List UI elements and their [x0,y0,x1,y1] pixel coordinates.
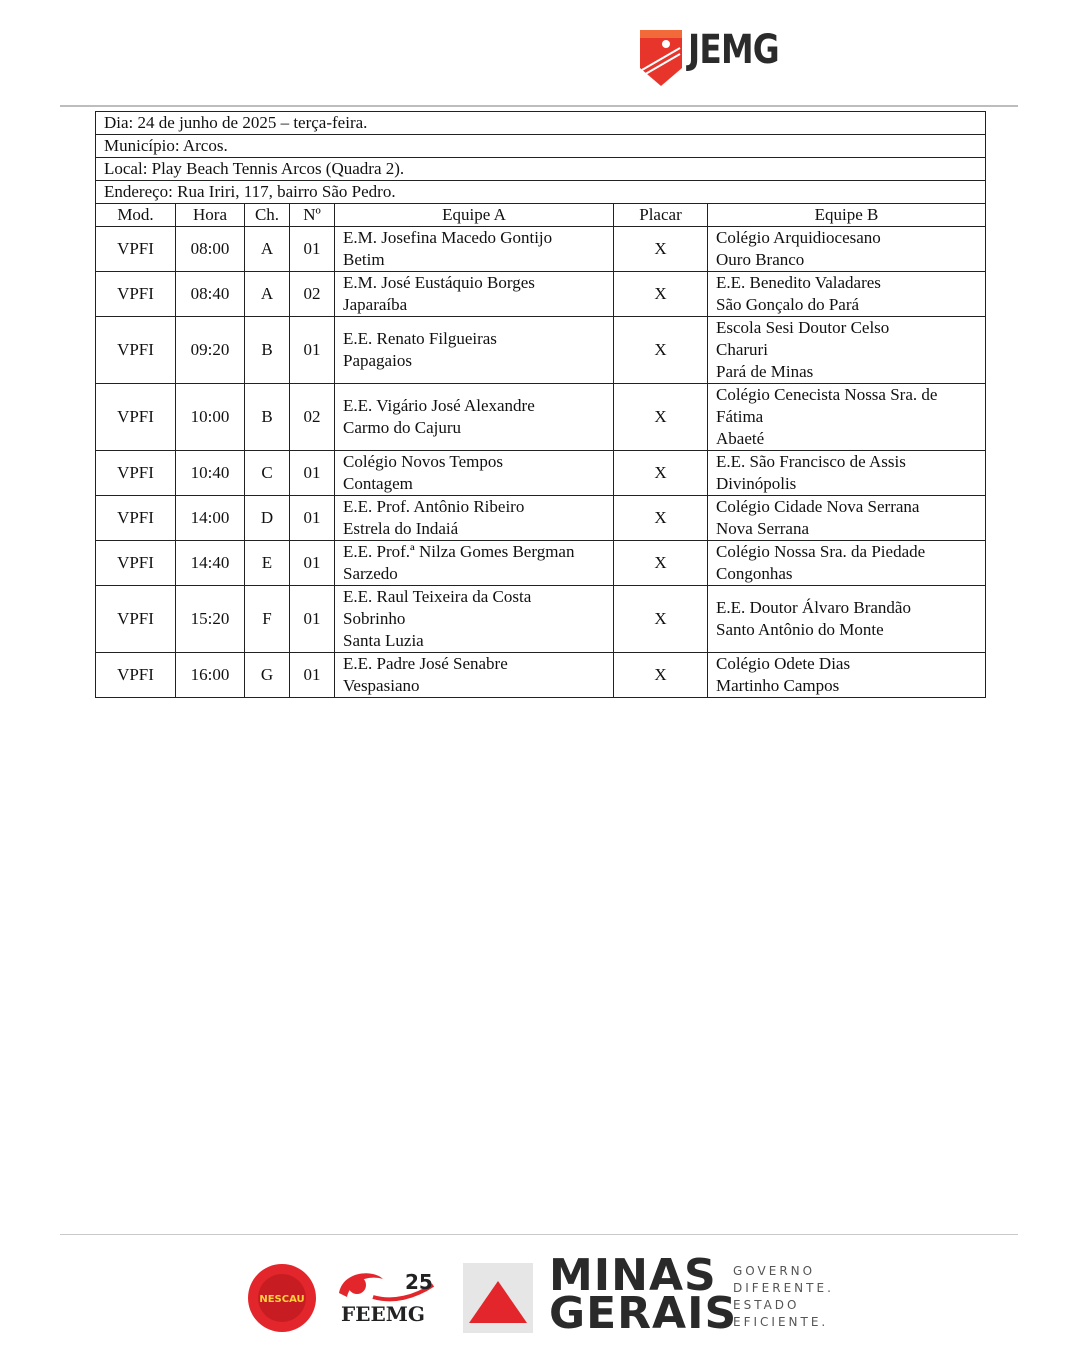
triangle-icon [463,1263,533,1333]
nescau-badge-icon [247,1263,317,1333]
match-placar: X [614,586,708,653]
match-mod: VPFI [96,541,176,586]
match-equipe-a [335,384,614,451]
match-hora: 08:00 [176,227,245,272]
match-equipe-b-line: São Gonçalo do Pará [716,295,860,314]
match-equipe-a-line: E.E. Renato Filgueiras [343,329,497,348]
match-equipe-a [335,653,614,698]
match-hora: 14:00 [176,496,245,541]
match-equipe-b [708,586,986,653]
match-placar: X [614,384,708,451]
schedule-table [95,111,986,698]
match-equipe-a [335,541,614,586]
match-placar: X [614,272,708,317]
match-hora: 15:20 [176,586,245,653]
match-placar: X [614,451,708,496]
match-equipe-b-line: E.E. Doutor Álvaro Brandão [716,598,911,617]
table-row [96,272,986,317]
match-mod: VPFI [96,586,176,653]
tagline-line-3: ESTADO [733,1298,800,1312]
match-equipe-a-line: Carmo do Cajuru [343,418,462,437]
header-divider [60,105,1018,107]
match-ch: F [245,586,290,653]
match-hora: 09:20 [176,317,245,384]
match-equipe-b-line: Abaeté [716,429,765,448]
match-placar: X [614,496,708,541]
match-n: 01 [290,541,335,586]
match-equipe-a [335,227,614,272]
match-mod: VPFI [96,451,176,496]
match-equipe-a-line: Papagaios [343,351,412,370]
match-equipe-a-line: E.E. Vigário José Alexandre [343,396,535,415]
tagline-line-1: GOVERNO [733,1264,816,1278]
match-n: 01 [290,451,335,496]
feemg-logo [333,1263,443,1335]
match-equipe-a-line: E.E. Padre José Senabre [343,654,508,673]
match-equipe-b-line: Fátima [716,407,764,426]
match-n: 01 [290,227,335,272]
match-placar: X [614,541,708,586]
match-equipe-a-line: Sarzedo [343,564,398,583]
match-equipe-b-line: Santo Antônio do Monte [716,620,884,639]
info-endereco: Endereço: Rua Iriri, 117, bairro São Pedro. [96,181,986,204]
col-equipe-a: Equipe A [335,204,614,227]
match-equipe-b [708,384,986,451]
match-ch: B [245,317,290,384]
match-equipe-b [708,227,986,272]
match-equipe-b-line: Charuri [716,340,768,359]
col-hora: Hora [176,204,245,227]
match-equipe-a-line: E.E. Prof. Antônio Ribeiro [343,497,525,516]
match-equipe-b [708,653,986,698]
match-mod: VPFI [96,227,176,272]
table-row [96,541,986,586]
match-equipe-b-line: Colégio Arquidiocesano [716,228,881,247]
match-equipe-a-line: E.E. Raul Teixeira da Costa [343,587,532,606]
match-equipe-a [335,272,614,317]
match-n: 01 [290,496,335,541]
match-equipe-b-line: Ouro Branco [716,250,805,269]
match-equipe-b-line: Escola Sesi Doutor Celso [716,318,890,337]
match-equipe-a-line: Sobrinho [343,609,406,628]
match-mod: VPFI [96,272,176,317]
match-placar: X [614,317,708,384]
info-dia: Dia: 24 de junho de 2025 – terça-feira. [96,112,986,135]
match-equipe-b-line: Divinópolis [716,474,797,493]
col-mod: Mod. [96,204,176,227]
match-ch: B [245,384,290,451]
table-row [96,586,986,653]
match-equipe-b [708,496,986,541]
jemg-brand-text: JEMG [688,27,779,73]
match-equipe-b [708,451,986,496]
match-mod: VPFI [96,384,176,451]
col-equipe-b: Equipe B [708,204,986,227]
match-equipe-b-line: E.E. São Francisco de Assis [716,452,906,471]
match-mod: VPFI [96,653,176,698]
table-row [96,653,986,698]
match-hora: 10:00 [176,384,245,451]
feemg-years-text: 25 [405,1270,433,1294]
feemg-emblem-icon [333,1263,443,1335]
match-placar: X [614,227,708,272]
col-placar: Placar [614,204,708,227]
col-ch: Ch. [245,204,290,227]
minas-text: MINAS [549,1250,717,1301]
match-equipe-a-line: Santa Luzia [343,631,424,650]
tagline-line-4: EFICIENTE. [733,1315,829,1329]
match-n: 01 [290,317,335,384]
match-equipe-a-line: Contagem [343,474,413,493]
table-row [96,227,986,272]
match-hora: 16:00 [176,653,245,698]
match-n: 02 [290,384,335,451]
match-ch: A [245,227,290,272]
match-equipe-a-line: E.E. Prof.ª Nilza Gomes Bergman [343,542,575,561]
match-equipe-b-line: E.E. Benedito Valadares [716,273,881,292]
table-row [96,317,986,384]
table-header-row [96,204,986,227]
match-ch: C [245,451,290,496]
info-municipio: Município: Arcos. [96,135,986,158]
match-hora: 10:40 [176,451,245,496]
match-hora: 08:40 [176,272,245,317]
match-equipe-a [335,586,614,653]
footer-divider [60,1234,1018,1235]
minas-gerais-wordmark [549,1250,738,1339]
info-local: Local: Play Beach Tennis Arcos (Quadra 2). [96,158,986,181]
nescau-logo [247,1263,317,1333]
match-equipe-a [335,496,614,541]
table-row [96,451,986,496]
match-equipe-b-line: Pará de Minas [716,362,814,381]
tagline-line-2: DIFERENTE. [733,1281,834,1295]
match-ch: E [245,541,290,586]
match-n: 01 [290,653,335,698]
match-equipe-a-line: E.M. José Eustáquio Borges [343,273,535,292]
match-n: 02 [290,272,335,317]
match-mod: VPFI [96,317,176,384]
gerais-text: GERAIS [549,1288,738,1339]
minas-triangle-logo [463,1263,533,1333]
match-equipe-a-line: Japaraíba [343,295,408,314]
match-equipe-a-line: Colégio Novos Tempos [343,452,503,471]
match-equipe-a-line: Estrela do Indaiá [343,519,459,538]
match-equipe-b-line: Nova Serrana [716,519,809,538]
match-ch: A [245,272,290,317]
match-equipe-b-line: Martinho Campos [716,676,840,695]
match-equipe-a-line: Vespasiano [343,676,420,695]
match-hora: 14:40 [176,541,245,586]
match-equipe-a [335,317,614,384]
match-equipe-b-line: Colégio Cenecista Nossa Sra. de [716,385,938,404]
match-equipe-a [335,451,614,496]
match-placar: X [614,653,708,698]
nescau-text: NESCAU [259,1294,305,1305]
match-ch: D [245,496,290,541]
match-equipe-b-line: Congonhas [716,564,793,583]
feemg-text: FEEMG [341,1302,425,1326]
col-n: Nº [290,204,335,227]
match-ch: G [245,653,290,698]
match-equipe-b [708,541,986,586]
match-n: 01 [290,586,335,653]
match-equipe-b [708,317,986,384]
governo-tagline [733,1263,834,1331]
footer-logos [0,1250,1080,1345]
match-equipe-b [708,272,986,317]
match-equipe-a-line: Betim [343,250,385,269]
table-row [96,496,986,541]
table-row [96,384,986,451]
match-equipe-b-line: Colégio Nossa Sra. da Piedade [716,542,926,561]
match-mod: VPFI [96,496,176,541]
match-equipe-b-line: Colégio Odete Dias [716,654,851,673]
match-equipe-a-line: E.M. Josefina Macedo Gontijo [343,228,553,247]
match-equipe-b-line: Colégio Cidade Nova Serrana [716,497,920,516]
